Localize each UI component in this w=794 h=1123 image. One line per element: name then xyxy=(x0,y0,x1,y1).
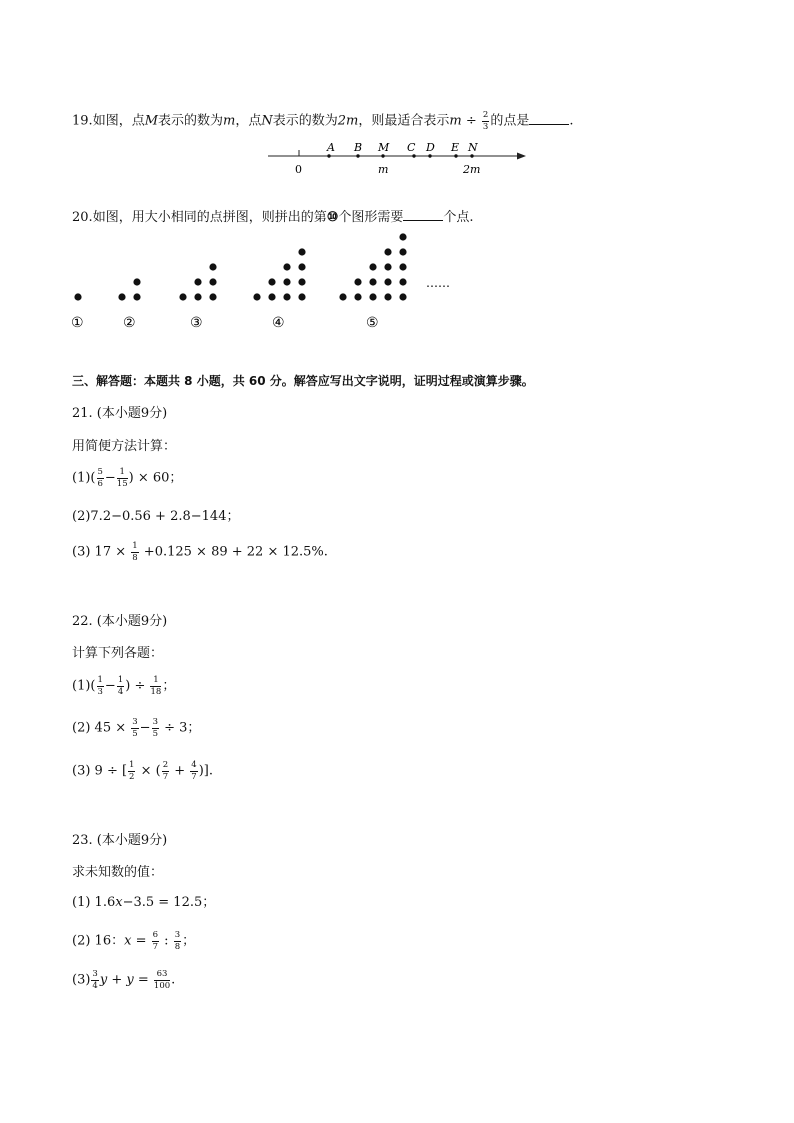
pattern-dot xyxy=(133,278,140,285)
figure-label-2: ② xyxy=(123,315,136,331)
text: 表示的数为 xyxy=(272,113,338,129)
q22-instruction: 计算下列各题： xyxy=(72,646,164,661)
point-label-D: D xyxy=(426,141,435,154)
fraction xyxy=(174,931,181,951)
pattern-dot xyxy=(384,278,391,285)
pattern-dot xyxy=(194,293,201,300)
q21-part1 xyxy=(72,468,182,488)
operator: × ( xyxy=(136,763,161,779)
fraction xyxy=(190,761,197,781)
pattern-dot xyxy=(194,278,201,285)
pattern-dot xyxy=(298,293,305,300)
numerator: 1 xyxy=(132,541,138,551)
pattern-dot xyxy=(399,293,406,300)
denominator: 100 xyxy=(153,980,171,991)
point-label-C: C xyxy=(407,141,416,154)
text: +0.125 × 89 + 22 × 12.5%. xyxy=(139,544,328,560)
operator: − xyxy=(104,470,116,486)
part-label: (3) 17 × xyxy=(72,544,131,560)
question-number: 20. xyxy=(72,210,93,225)
q19-text xyxy=(72,111,573,131)
text: )]. xyxy=(198,763,213,779)
part-label: (1) 1.6 xyxy=(72,895,116,910)
point-dot-E xyxy=(454,154,457,157)
pattern-dot xyxy=(298,278,305,285)
pattern-dot xyxy=(339,293,346,300)
q21-part3 xyxy=(72,542,328,562)
q22-part3 xyxy=(72,761,213,781)
numerator: 1 xyxy=(117,468,128,479)
pattern-dot xyxy=(253,293,260,300)
figure-label-4: ④ xyxy=(272,315,285,331)
numerator: 2 xyxy=(482,110,489,120)
pattern-dot xyxy=(74,293,81,300)
tick-label-m: m xyxy=(378,163,389,176)
numerator: 3 xyxy=(92,969,98,979)
numerator: 4 xyxy=(191,760,197,770)
var: m xyxy=(449,113,462,129)
circled-number: ⑩ xyxy=(326,210,339,225)
denominator: 6 xyxy=(97,478,103,489)
text: 个图形需要 xyxy=(338,210,404,225)
fraction xyxy=(131,718,138,738)
text: ； xyxy=(162,678,176,694)
text: ) × 60； xyxy=(128,470,183,486)
numerator: 1 xyxy=(97,675,103,685)
q23-part3 xyxy=(72,970,175,990)
operator: = xyxy=(133,972,153,988)
point-dot-B xyxy=(356,154,359,157)
fraction xyxy=(131,542,138,562)
q22-title: 22. (本小题9分) xyxy=(72,614,168,629)
fraction xyxy=(482,111,489,131)
question-number: 19. xyxy=(72,113,93,129)
text: . xyxy=(569,113,574,129)
q23-instruction: 求未知数的值： xyxy=(72,865,164,880)
fraction xyxy=(152,931,159,951)
operator: + xyxy=(170,763,190,779)
pattern-dot xyxy=(118,293,125,300)
text: ，点 xyxy=(235,113,262,129)
pattern-dot xyxy=(209,278,216,285)
var: x xyxy=(115,895,123,910)
number-line-figure xyxy=(0,136,794,186)
text: ，则最适合表示 xyxy=(358,113,450,129)
operator: − xyxy=(139,720,151,736)
denominator: 8 xyxy=(132,552,138,563)
denominator: 4 xyxy=(92,980,98,991)
part-label: (2) 16： xyxy=(72,933,125,949)
ellipsis: …… xyxy=(426,276,450,290)
pattern-dot xyxy=(268,293,275,300)
operator: : xyxy=(160,933,173,949)
q22-part1 xyxy=(72,676,175,696)
pattern-dot xyxy=(283,263,290,270)
numerator: 3 xyxy=(174,930,181,940)
pattern-dot xyxy=(399,278,406,285)
denominator: 18 xyxy=(150,686,162,697)
arrow-icon xyxy=(517,153,526,160)
dot-pattern-figure xyxy=(0,228,794,338)
fraction xyxy=(150,676,161,696)
numerator: 3 xyxy=(132,717,138,727)
denominator: 3 xyxy=(482,121,489,132)
pattern-dot xyxy=(384,263,391,270)
numerator: 63 xyxy=(154,970,170,981)
numerator: 6 xyxy=(152,930,159,940)
point-label-E: E xyxy=(451,141,460,154)
pattern-dot xyxy=(298,263,305,270)
denominator: 7 xyxy=(191,771,197,782)
denominator: 2 xyxy=(129,771,135,782)
fraction xyxy=(117,468,128,488)
point-dot-A xyxy=(327,154,330,157)
numerator: 5 xyxy=(97,467,103,477)
point-dot-C xyxy=(412,154,415,157)
numerator: 1 xyxy=(150,676,161,687)
text: . xyxy=(171,972,176,988)
figure-label-3: ③ xyxy=(190,315,203,331)
part-label: (3) xyxy=(72,972,91,988)
fraction xyxy=(117,676,124,696)
pattern-dot xyxy=(384,293,391,300)
q21-title: 21. (本小题9分) xyxy=(72,406,168,421)
var: 2m xyxy=(337,113,359,129)
fraction xyxy=(154,970,170,990)
numerator: 1 xyxy=(129,760,135,770)
q23-part1 xyxy=(72,896,215,909)
q23-title: 23. (本小题9分) xyxy=(72,833,168,848)
text: 如图，点 xyxy=(92,113,145,129)
fraction xyxy=(162,761,169,781)
denominator: 15 xyxy=(116,478,128,489)
answer-blank[interactable] xyxy=(529,114,569,125)
fraction xyxy=(152,718,159,738)
q21-instruction: 用简便方法计算： xyxy=(72,439,177,454)
pattern-dot xyxy=(268,278,275,285)
part-label: (1)( xyxy=(72,470,96,486)
q22-part2 xyxy=(72,718,200,738)
point-label-N: N xyxy=(468,141,478,154)
pattern-dot xyxy=(209,263,216,270)
operator: = xyxy=(131,933,151,949)
point-dot-D xyxy=(428,154,431,157)
pattern-dot xyxy=(384,248,391,255)
fraction xyxy=(97,676,104,696)
var: x xyxy=(124,933,132,949)
text: ； xyxy=(182,933,196,949)
pattern-dot xyxy=(369,278,376,285)
denominator: 5 xyxy=(152,728,158,739)
var: y xyxy=(99,972,108,988)
pattern-dot xyxy=(354,293,361,300)
var: N xyxy=(261,113,273,129)
numerator: 3 xyxy=(152,717,158,727)
answer-blank[interactable] xyxy=(403,210,443,221)
part-label: (1)( xyxy=(72,678,96,694)
fraction xyxy=(97,468,104,488)
tick-label-2m: 2m xyxy=(463,163,481,176)
text: −3.5 = 12.5； xyxy=(122,895,216,910)
pattern-dot xyxy=(399,233,406,240)
pattern-dot xyxy=(283,293,290,300)
var: M xyxy=(144,113,159,129)
q23-part2 xyxy=(72,931,195,951)
var: m xyxy=(223,113,236,129)
text: 个点. xyxy=(443,210,474,225)
fraction xyxy=(128,761,135,781)
operator: + xyxy=(107,972,127,988)
point-label-M: M xyxy=(378,141,390,154)
denominator: 4 xyxy=(117,686,124,697)
var: y xyxy=(126,972,134,988)
text: ÷ 3； xyxy=(160,720,201,736)
pattern-dot xyxy=(399,248,406,255)
figure-label-1: ① xyxy=(71,315,84,331)
pattern-dot xyxy=(354,278,361,285)
pattern-dot xyxy=(298,248,305,255)
pattern-dot xyxy=(369,293,376,300)
pattern-dot xyxy=(133,293,140,300)
text: 的点是 xyxy=(490,113,530,129)
fraction xyxy=(91,970,98,990)
part-label: (2) 45 × xyxy=(72,720,131,736)
q21-part2: (2)7.2−0.56 + 2.8−144； xyxy=(72,509,240,524)
text: 如图，用大小相同的点拼图，则拼出的第 xyxy=(92,210,327,225)
denominator: 5 xyxy=(132,728,138,739)
q20-text xyxy=(72,210,474,224)
denominator: 3 xyxy=(97,686,103,697)
pattern-dot xyxy=(399,263,406,270)
pattern-dot xyxy=(179,293,186,300)
text: ) ÷ xyxy=(125,678,150,694)
pattern-dot xyxy=(369,263,376,270)
denominator: 7 xyxy=(152,941,159,952)
part-label: (3) 9 ÷ [ xyxy=(72,763,128,779)
point-label-B: B xyxy=(354,141,363,154)
text: 表示的数为 xyxy=(158,113,224,129)
operator: − xyxy=(104,678,116,694)
denominator: 8 xyxy=(174,941,181,952)
pattern-dot xyxy=(283,278,290,285)
point-dot-M xyxy=(381,154,384,157)
figure-label-5: ⑤ xyxy=(366,315,379,331)
denominator: 7 xyxy=(162,771,169,782)
operator: ÷ xyxy=(461,113,481,129)
point-label-A: A xyxy=(327,141,335,154)
tick-label-0: 0 xyxy=(295,163,302,176)
point-dot-N xyxy=(470,154,473,157)
numerator: 2 xyxy=(162,760,169,770)
numerator: 1 xyxy=(117,675,124,685)
dot-pattern-dots xyxy=(74,233,406,300)
section-heading: 三、解答题：本题共 8 小题，共 60 分。解答应写出文字说明，证明过程或演算步骤。 xyxy=(72,374,534,388)
pattern-dot xyxy=(209,293,216,300)
